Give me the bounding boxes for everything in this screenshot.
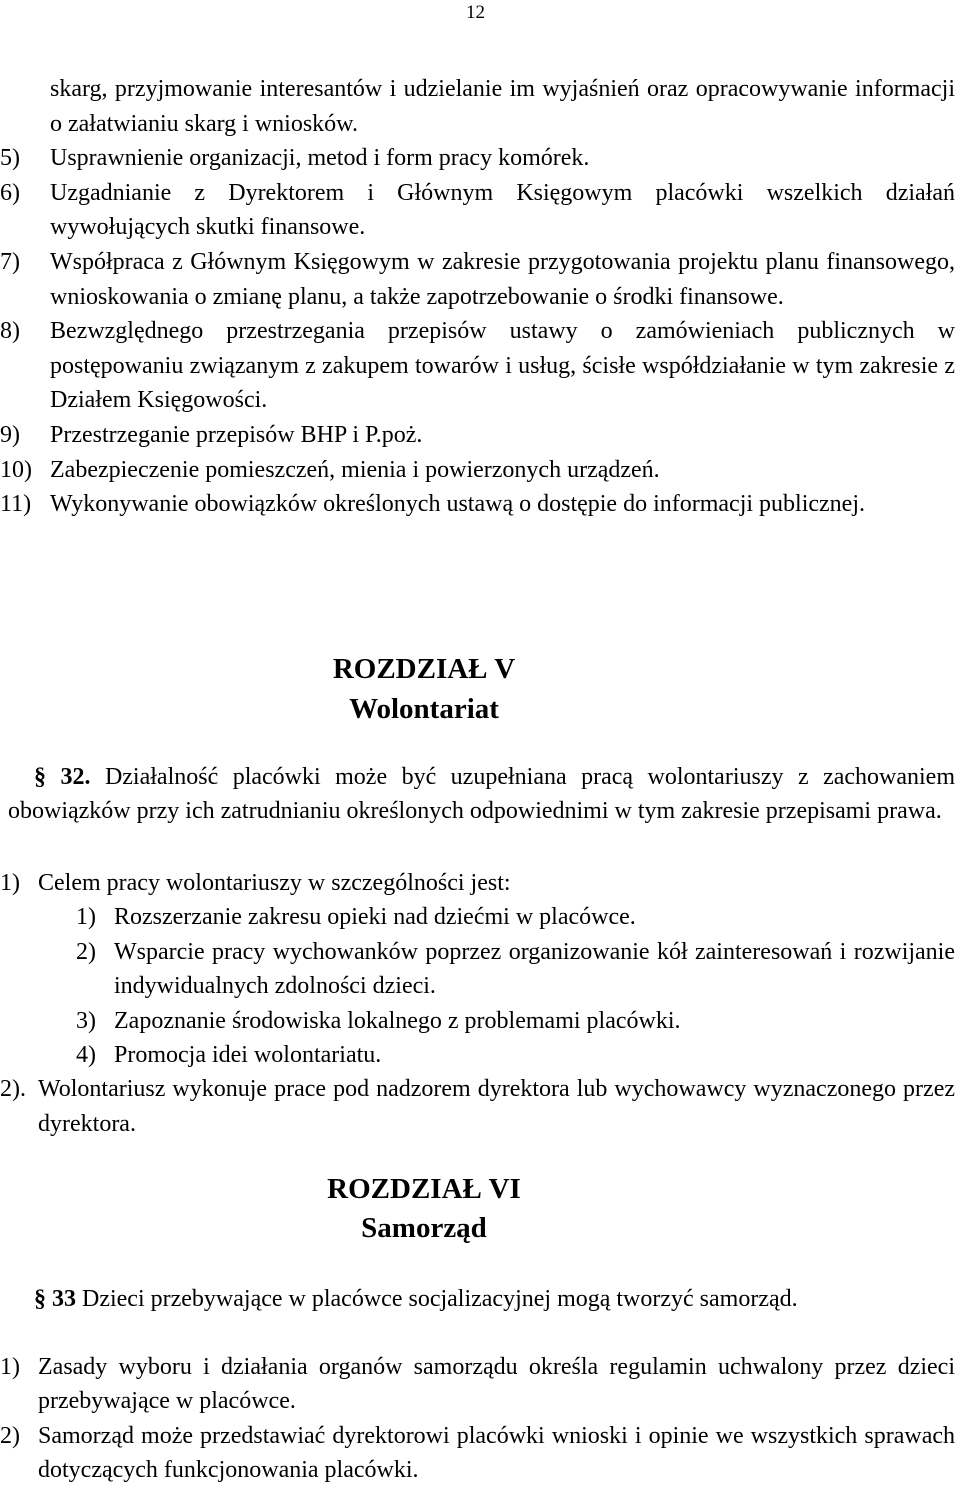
list-item (0, 1350, 955, 1419)
list-item (0, 245, 960, 314)
section-text: Dzieci przebywające w placówce socjalizacyjnej mogą tworzyć samorząd. (82, 1286, 798, 1312)
list-item (0, 866, 955, 900)
list-item-text: Zapoznanie środowiska lokalnego z problemami placówki. (114, 1007, 681, 1034)
list-item-number: 7) (0, 248, 20, 275)
list-item-text: Wykonywanie obowiązków określonych ustawą o dostępie do informacji publicznej. (50, 491, 866, 518)
list-item-text: Rozszerzanie zakresu opieki nad dziećmi w placówce. (114, 904, 636, 931)
section-number: 32. (60, 764, 91, 790)
list-item (0, 1419, 955, 1488)
list-item-number: 1) (0, 870, 20, 896)
page-number: 12 (466, 2, 485, 23)
list-item-number: 11) (0, 491, 32, 518)
sub-list-item (0, 1038, 955, 1072)
sub-list-item (0, 900, 955, 934)
list-item-text: Celem pracy wolontariuszy w szczególności jest: (38, 870, 511, 896)
section-mark: § (34, 1286, 46, 1312)
list-item-number: 4) (76, 1042, 96, 1069)
chapter-title: ROZDZIAŁ V (332, 653, 516, 685)
list-item: skarg, przyjmowanie interesantów i udzielanie im wyjaśnień oraz opracowywanie informacji o załatwianiu skarg i wniosków. (50, 76, 955, 137)
section-text: Działalność placówki może być uzupełniana pracą wolontariuszy z zachowaniem obowiązków przy ich zatrudnianiu określonych odpowiednimi w tym zakresie przepisami prawa. (8, 764, 955, 825)
list-item-number: 1) (76, 904, 96, 931)
list-item-text: Przestrzeganie przepisów BHP i P.poż. (50, 421, 423, 448)
list-item-text: Bezwzględnego przestrzegania przepisów ustawy o zamówieniach publicznych w postępowaniu związanym z zakupem towarów i usług, ścisłe współdziałanie w tym zakresie z Działem Księgowości. (50, 318, 955, 414)
chapter-subtitle: Samorząd (361, 1212, 487, 1244)
list-item-number: 3) (76, 1007, 96, 1034)
list-item (0, 314, 960, 418)
list-item (0, 418, 960, 453)
list-item-number: 6) (0, 179, 20, 206)
section-number: 33 (52, 1286, 76, 1312)
list-item (0, 487, 960, 522)
list-item-number: 8) (0, 318, 20, 345)
list-item-text: Uzgadnianie z Dyrektorem i Głównym Księgowym placówki wszelkich działań wywołujących skutki finansowe. (50, 179, 955, 241)
list-item-text: Usprawnienie organizacji, metod i form pracy komórek. (50, 145, 590, 172)
list-item (0, 141, 960, 176)
list-item-text: Wsparcie pracy wychowanków poprzez organizowanie kół zainteresowań i rozwijanie indywidualnych zdolności dzieci. (114, 938, 955, 1000)
list-item-number: 2) (0, 1422, 20, 1449)
list-item-number: 2) (76, 938, 96, 965)
list-item (0, 453, 960, 488)
chapter-title: ROZDZIAŁ VI (327, 1173, 521, 1205)
list-item-text: Promocja idei wolontariatu. (114, 1042, 382, 1069)
sub-list-item (0, 935, 955, 1004)
volunteer-points (0, 866, 955, 1141)
list-item-text: Wolontariusz wykonuje prace pod nadzorem dyrektora lub wychowawcy wyznaczonego przez dyrektora. (38, 1076, 955, 1137)
list-item-text: Samorząd może przedstawiać dyrektorowi placówki wnioski i opinie we wszystkich sprawach dotyczących funkcjonowania placówki. (38, 1422, 955, 1484)
list-item-number: 10) (0, 456, 32, 483)
list-item (0, 1072, 955, 1141)
section-paragraph (0, 1282, 955, 1316)
section-mark: § (34, 764, 46, 790)
chapter-subtitle: Wolontariat (349, 693, 499, 725)
list-item (0, 176, 960, 245)
duties-list (0, 72, 960, 522)
list-item-number: 5) (0, 145, 20, 172)
list-item-text: Współpraca z Głównym Księgowym w zakresie przygotowania projektu planu finansowego, wnioskowania o zmianę planu, a także zapotrzebowanie o środki finansowe. (50, 248, 955, 310)
sub-list-item (0, 1004, 955, 1038)
list-item-text: Zabezpieczenie pomieszczeń, mienia i powierzonych urządzeń. (50, 456, 660, 483)
list-item-number: 1) (0, 1354, 20, 1380)
list-item-number: 9) (0, 421, 20, 448)
list-item-text: Zasady wyboru i działania organów samorządu określa regulamin uchwalony przez dzieci przebywające w placówce. (38, 1354, 955, 1415)
samorzad-points (0, 1350, 955, 1488)
list-item-number: 2). (0, 1076, 26, 1103)
section-paragraph (8, 760, 955, 829)
